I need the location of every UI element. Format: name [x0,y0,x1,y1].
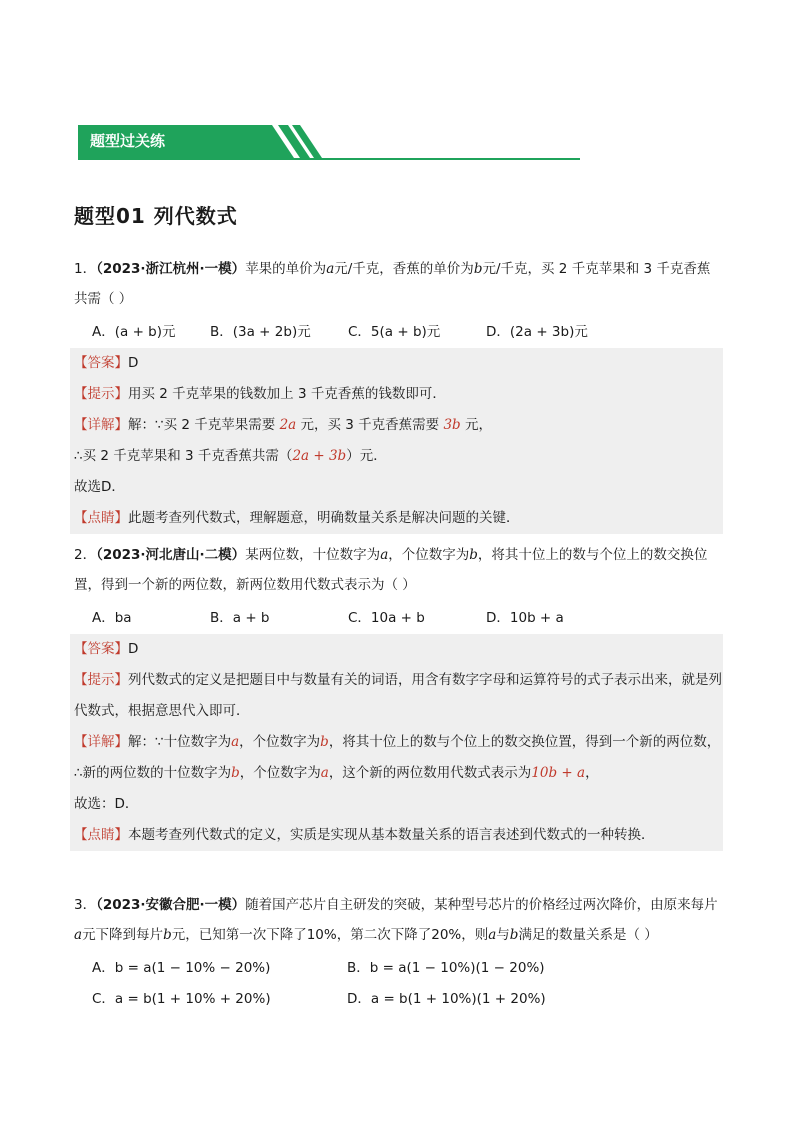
comment-tag: 【点睛】 [74,510,128,526]
detail-tag: 【详解】 [74,734,128,750]
q3-var-a: a [74,927,83,943]
q2-detail-expr: b [320,734,329,750]
q1-detail: 元，买 3 千克香蕉需要 [296,417,444,433]
q2-text: ，个位数字为 [388,547,470,563]
q3-text: 随着国产芯片自主研发的突破，某种型号芯片的价格经过两次降价，由原来每片 [245,897,718,913]
q1-number: 1． [74,261,97,277]
q1-option-c[interactable]: C．5(a + b)元 [348,324,441,340]
q1-detail-expr: 2a + 3b [292,448,347,464]
hint-tag: 【提示】 [74,386,128,402]
question-1 [74,254,720,314]
banner-label: 题型过关练 [78,125,210,158]
q1-text: 元/千克，买 2 千克苹果和 3 千克香蕉共需（ ） [74,261,711,307]
q2-var-a: a [380,547,389,563]
section-title: 题型01 列代数式 [74,204,238,228]
q2-option-d[interactable]: D．10b + a [486,610,564,626]
q2-detail-expr: a [231,734,240,750]
q1-comment: 此题考查列代数式，理解题意，明确数量关系是解决问题的关键． [128,510,520,526]
q1-option-a[interactable]: A．(a + b)元 [92,324,176,340]
q2-detail: ，个位数字为 [239,765,321,781]
q3-number: 3． [74,897,97,913]
q1-text: 苹果的单价为 [245,261,327,277]
q2-detail-expr: b [231,765,240,781]
q2-source: （2023·河北唐山·二模） [96,547,246,563]
q1-var-b: b [473,261,483,277]
q2-answer: D [128,641,139,657]
answer-tag: 【答案】 [74,641,128,657]
q2-detail: ∴新的两位数的十位数字为 [74,765,232,781]
q1-option-b[interactable]: B．(3a + 2b)元 [210,324,311,340]
q2-solution [70,634,723,851]
q3-text: 元，已知第一次下降了10%，第二次下降了20%，则 [171,927,489,943]
q1-solution [70,348,723,534]
q2-detail: ， [585,765,599,781]
q1-detail-expr: 3b [443,417,461,433]
banner-stripes-icon [194,125,324,159]
q2-comment: 本题考查列代数式的定义，实质是实现从基本数量关系的语言表述到代数式的一种转换． [128,827,655,843]
q1-answer: D [128,355,139,371]
q3-var-c: a [488,927,497,943]
q2-number: 2． [74,547,97,563]
detail-tag: 【详解】 [74,417,128,433]
banner-rule [78,158,580,160]
q2-detail: 解：∵十位数字为 [128,734,232,750]
question-3 [74,890,720,950]
q2-detail: ，个位数字为 [239,734,321,750]
q3-option-d[interactable]: D．a = b(1 + 10%)(1 + 20%) [347,991,546,1007]
q1-detail: 元， [460,417,492,433]
section-banner [78,125,580,161]
q3-source: （2023·安徽合肥·一模） [96,897,246,913]
q1-detail: ∴买 2 千克苹果和 3 千克香蕉共需（ [74,448,293,464]
q1-option-d[interactable]: D．(2a + 3b)元 [486,324,588,340]
q2-detail-expr: a [320,765,329,781]
q3-option-b[interactable]: B．b = a(1 − 10%)(1 − 20%) [347,960,545,976]
q2-detail: ，将其十位上的数与个位上的数交换位置，得到一个新的两位数， [328,734,721,750]
q3-text: 元下降到每片 [82,927,164,943]
q3-option-a[interactable]: A．b = a(1 − 10% − 20%) [92,960,271,976]
q3-var-d: b [509,927,519,943]
question-2 [74,540,720,600]
q3-text: 与 [496,927,510,943]
q3-text: 满足的数量关系是（ ） [518,927,658,943]
q1-text: 元/千克，香蕉的单价为 [334,261,474,277]
q2-hint: 列代数式的定义是把题目中与数量有关的词语，用含有数字字母和运算符号的式子表示出来，就是列代数式，根据意思代入即可． [74,672,722,719]
q1-detail: 解：∵买 2 千克苹果需要 [128,417,280,433]
q2-var-b: b [469,547,478,563]
q1-detail-expr: 2a [279,417,297,433]
q2-text: ，将其十位上的数与个位上的数交换位置，得到一个新的两位数，新两位数用代数式表示为（ ） [74,547,708,593]
q1-source: （2023·浙江杭州·一模） [96,261,246,277]
comment-tag: 【点睛】 [74,827,128,843]
q1-conclusion: 故选D． [74,479,125,495]
hint-tag: 【提示】 [74,672,128,688]
q2-text: 某两位数，十位数字为 [245,547,381,563]
q1-var-a: a [326,261,335,277]
q1-hint: 用买 2 千克苹果的钱数加上 3 千克香蕉的钱数即可． [128,386,446,402]
q2-detail-expr: 10b + a [531,765,586,781]
q2-option-a[interactable]: A．ba [92,610,132,626]
q2-option-b[interactable]: B．a + b [210,610,270,626]
q2-conclusion: 故选：D． [74,796,139,812]
q1-detail: ）元． [346,448,387,464]
answer-tag: 【答案】 [74,355,128,371]
q2-detail: ，这个新的两位数用代数式表示为 [328,765,532,781]
q2-option-c[interactable]: C．10a + b [348,610,425,626]
q3-option-c[interactable]: C．a = b(1 + 10% + 20%) [92,991,271,1007]
q3-var-b: b [163,927,172,943]
